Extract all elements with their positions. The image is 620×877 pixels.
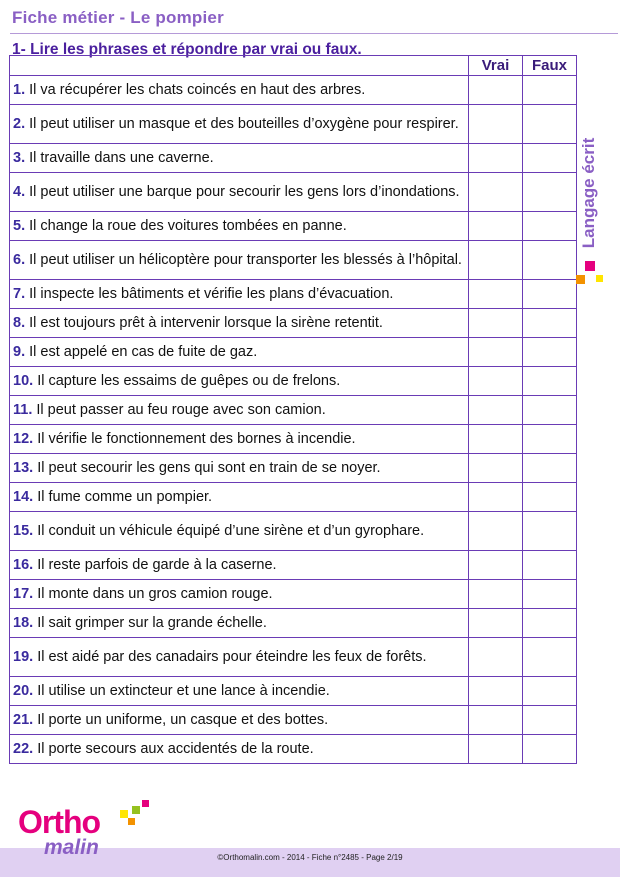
column-header-faux: Faux [523, 56, 577, 76]
orthomalin-logo [14, 800, 154, 870]
table-row [10, 483, 577, 512]
question-text: Il capture les essaims de guêpes ou de frelons. [37, 372, 341, 389]
question-number: 22. [13, 740, 34, 757]
answer-cell-vrai[interactable] [469, 367, 523, 396]
table-row [10, 144, 577, 173]
answer-cell-faux[interactable] [523, 280, 577, 309]
question-number: 11. [13, 401, 33, 418]
question-number: 10. [13, 372, 34, 389]
logo-square-yellow [120, 810, 128, 818]
question-cell [10, 677, 469, 706]
question-cell [10, 173, 469, 212]
table-row [10, 309, 577, 338]
question-cell [10, 309, 469, 338]
table-header-row [10, 56, 577, 76]
answer-cell-faux[interactable] [523, 512, 577, 551]
table-row [10, 105, 577, 144]
question-text: Il peut utiliser un masque et des bouteilles d’oxygène pour respirer. [29, 115, 459, 132]
answer-cell-faux[interactable] [523, 338, 577, 367]
table-row [10, 609, 577, 638]
answer-cell-vrai[interactable] [469, 338, 523, 367]
question-cell [10, 580, 469, 609]
question-text: Il monte dans un gros camion rouge. [37, 585, 273, 602]
answer-cell-faux[interactable] [523, 454, 577, 483]
answer-cell-faux[interactable] [523, 309, 577, 338]
answer-cell-faux[interactable] [523, 609, 577, 638]
question-text: Il porte un uniforme, un casque et des bottes. [37, 711, 329, 728]
question-text: Il est appelé en cas de fuite de gaz. [29, 343, 258, 360]
answer-cell-faux[interactable] [523, 483, 577, 512]
answer-cell-vrai[interactable] [469, 425, 523, 454]
question-text: Il inspecte les bâtiments et vérifie les plans d’évacuation. [29, 285, 394, 302]
logo-square-magenta [142, 800, 149, 807]
question-cell [10, 425, 469, 454]
question-text: Il conduit un véhicule équipé d’une sirène et d’un gyrophare. [37, 522, 425, 539]
table-row [10, 396, 577, 425]
logo-square-green [132, 806, 140, 814]
question-cell [10, 551, 469, 580]
table-row [10, 241, 577, 280]
table-row [10, 677, 577, 706]
answer-cell-vrai[interactable] [469, 677, 523, 706]
question-cell [10, 735, 469, 764]
question-number: 9. [13, 343, 26, 360]
table-row [10, 706, 577, 735]
question-text: Il va récupérer les chats coincés en haut des arbres. [29, 81, 366, 98]
answer-cell-vrai[interactable] [469, 735, 523, 764]
question-number: 6. [13, 251, 26, 268]
question-cell [10, 706, 469, 735]
quiz-table [9, 55, 577, 764]
answer-cell-vrai[interactable] [469, 706, 523, 735]
question-number: 4. [13, 183, 26, 200]
question-cell [10, 483, 469, 512]
question-number: 18. [13, 614, 34, 631]
answer-cell-vrai[interactable] [469, 483, 523, 512]
answer-cell-vrai[interactable] [469, 144, 523, 173]
question-cell [10, 212, 469, 241]
question-number: 20. [13, 682, 34, 699]
table-row [10, 454, 577, 483]
question-cell [10, 105, 469, 144]
question-number: 13. [13, 459, 34, 476]
table-row [10, 367, 577, 396]
question-text: Il fume comme un pompier. [37, 488, 213, 505]
answer-cell-faux[interactable] [523, 105, 577, 144]
logo-text-malin: malin [44, 836, 99, 859]
question-number: 1. [13, 81, 26, 98]
table-row [10, 580, 577, 609]
question-cell [10, 396, 469, 425]
question-text: Il porte secours aux accidentés de la route. [37, 740, 314, 757]
quiz-rows [10, 76, 577, 764]
question-text: Il vérifie le fonctionnement des bornes à incendie. [37, 430, 356, 447]
question-text: Il sait grimper sur la grande échelle. [37, 614, 267, 631]
question-number: 7. [13, 285, 26, 302]
question-text: Il utilise un extincteur et une lance à incendie. [37, 682, 330, 699]
question-text: Il peut utiliser une barque pour secourir les gens lors d’inondations. [29, 183, 460, 200]
table-row [10, 551, 577, 580]
question-number: 3. [13, 149, 26, 166]
answer-cell-vrai[interactable] [469, 212, 523, 241]
question-text: Il reste parfois de garde à la caserne. [37, 556, 277, 573]
question-number: 21. [13, 711, 34, 728]
question-text: Il peut utiliser un hélicoptère pour transporter les blessés à l’hôpital. [29, 251, 462, 268]
page-title: Fiche métier - Le pompier [12, 8, 224, 27]
question-cell [10, 76, 469, 105]
answer-cell-faux[interactable] [523, 551, 577, 580]
header-divider [10, 33, 618, 34]
question-text: Il peut passer au feu rouge avec son camion. [36, 401, 326, 418]
logo-square-orange [128, 818, 135, 825]
question-cell [10, 338, 469, 367]
answer-cell-faux[interactable] [523, 396, 577, 425]
answer-cell-faux[interactable] [523, 580, 577, 609]
answer-cell-faux[interactable] [523, 212, 577, 241]
question-text: Il peut secourir les gens qui sont en train de se noyer. [37, 459, 381, 476]
table-row [10, 512, 577, 551]
question-cell [10, 241, 469, 280]
question-number: 2. [13, 115, 26, 132]
question-cell [10, 144, 469, 173]
answer-cell-faux[interactable] [523, 144, 577, 173]
answer-cell-faux[interactable] [523, 735, 577, 764]
question-number: 5. [13, 217, 26, 234]
table-row [10, 338, 577, 367]
answer-cell-vrai[interactable] [469, 280, 523, 309]
side-label [574, 128, 604, 258]
question-number: 19. [13, 648, 34, 665]
answer-cell-faux[interactable] [523, 425, 577, 454]
table-row [10, 76, 577, 105]
table-row [10, 638, 577, 677]
question-text: Il est toujours prêt à intervenir lorsque la sirène retentit. [29, 314, 383, 331]
instruction-text: 1- Lire les phrases et répondre par vrai ou faux. [12, 41, 362, 58]
answer-cell-faux[interactable] [523, 677, 577, 706]
table-row [10, 173, 577, 212]
table-row [10, 735, 577, 764]
question-text: Il travaille dans une caverne. [29, 149, 214, 166]
question-cell [10, 609, 469, 638]
question-cell [10, 512, 469, 551]
answer-cell-vrai[interactable] [469, 241, 523, 280]
table-row [10, 280, 577, 309]
answer-cell-faux[interactable] [523, 241, 577, 280]
answer-cell-vrai[interactable] [469, 396, 523, 425]
answer-cell-vrai[interactable] [469, 551, 523, 580]
answer-cell-vrai[interactable] [469, 76, 523, 105]
question-number: 16. [13, 556, 34, 573]
answer-cell-faux[interactable] [523, 706, 577, 735]
table-row [10, 425, 577, 454]
answer-cell-vrai[interactable] [469, 512, 523, 551]
question-cell [10, 280, 469, 309]
column-header-vrai: Vrai [469, 56, 523, 76]
answer-cell-faux[interactable] [523, 367, 577, 396]
table-row [10, 212, 577, 241]
answer-cell-vrai[interactable] [469, 173, 523, 212]
logo-text-ortho: Ortho [18, 804, 101, 840]
side-label-text: Langage écrit [579, 137, 598, 249]
answer-cell-vrai[interactable] [469, 454, 523, 483]
answer-cell-vrai[interactable] [469, 580, 523, 609]
header-blank-cell [10, 56, 469, 76]
answer-cell-faux[interactable] [523, 173, 577, 212]
answer-cell-vrai[interactable] [469, 105, 523, 144]
footer-text: ©Orthomalin.com - 2014 - Fiche n°2485 - Page 2/19 [217, 853, 403, 862]
answer-cell-faux[interactable] [523, 638, 577, 677]
decor-square-yellow [596, 275, 603, 282]
question-text: Il est aidé par des canadairs pour éteindre les feux de forêts. [37, 648, 427, 665]
decor-square-orange [576, 275, 585, 284]
question-number: 17. [13, 585, 34, 602]
decor-square-magenta [585, 261, 595, 271]
question-cell [10, 454, 469, 483]
question-number: 12. [13, 430, 34, 447]
question-cell [10, 638, 469, 677]
answer-cell-vrai[interactable] [469, 309, 523, 338]
question-number: 15. [13, 522, 34, 539]
question-number: 14. [13, 488, 34, 505]
question-cell [10, 367, 469, 396]
answer-cell-vrai[interactable] [469, 609, 523, 638]
question-text: Il change la roue des voitures tombées en panne. [29, 217, 347, 234]
answer-cell-faux[interactable] [523, 76, 577, 105]
question-number: 8. [13, 314, 26, 331]
answer-cell-vrai[interactable] [469, 638, 523, 677]
